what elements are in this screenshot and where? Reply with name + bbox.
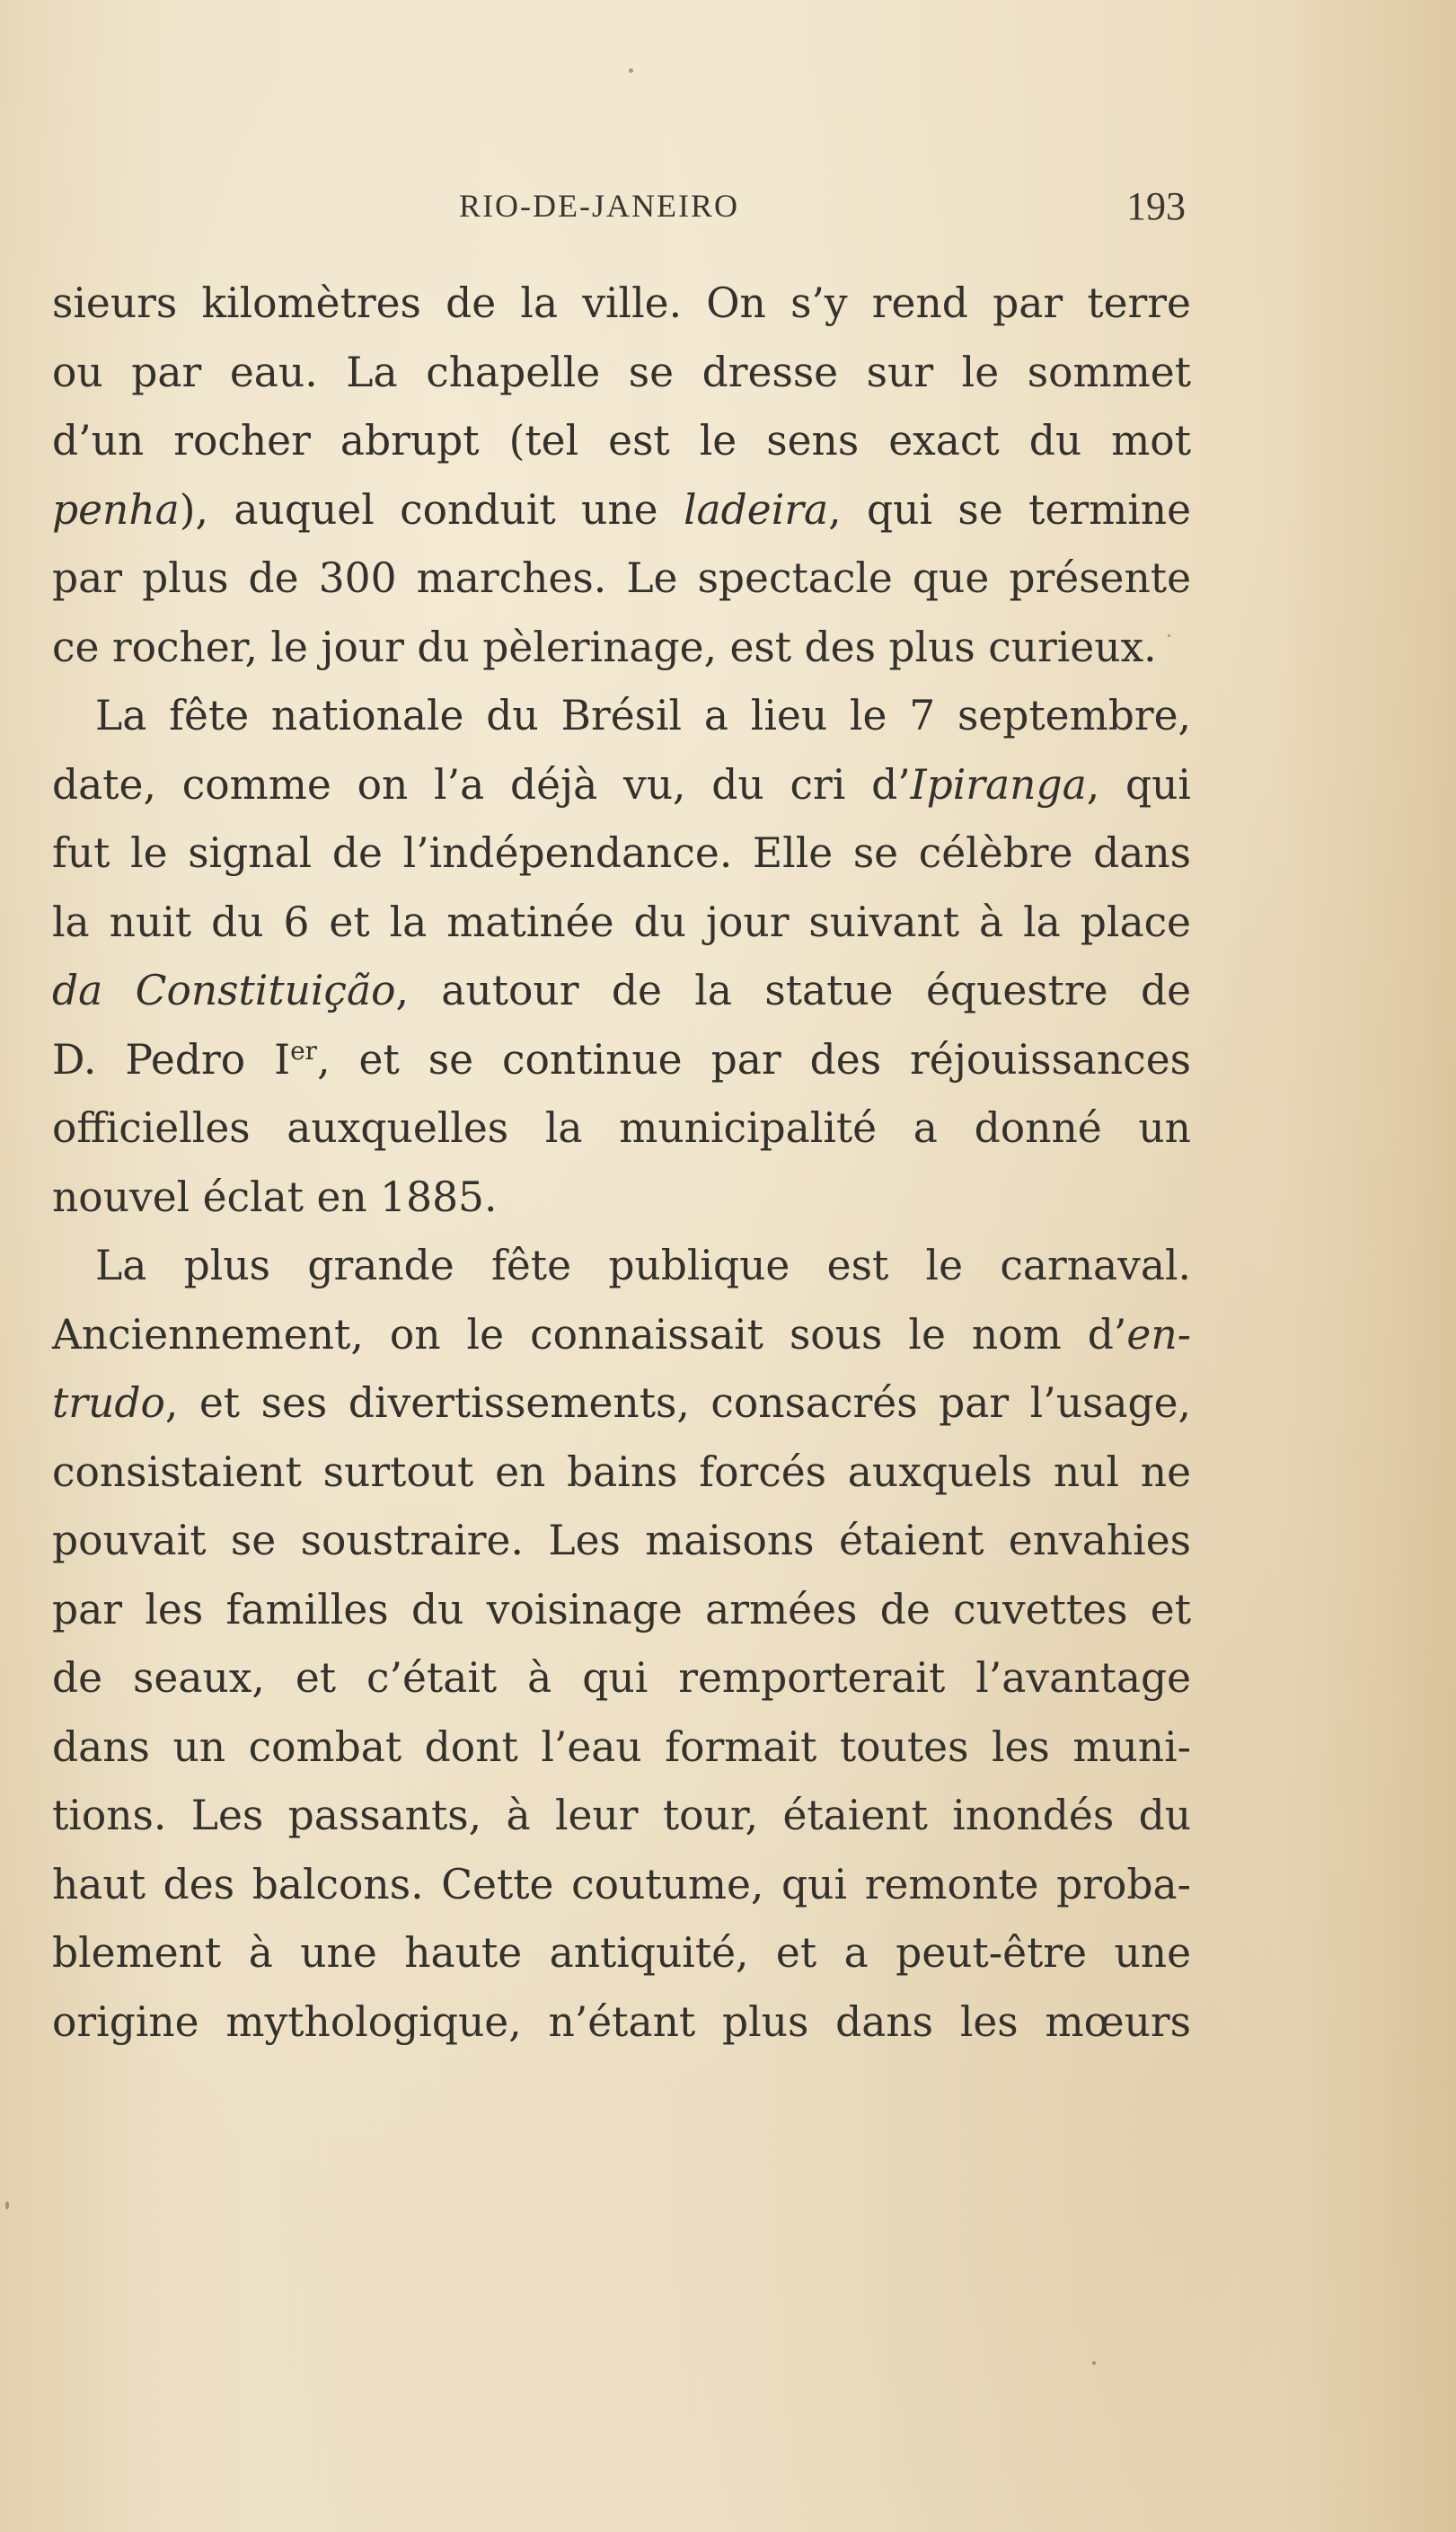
- text-line: Anciennement, on le connaissait sous le nom d’en-: [52, 1310, 1191, 1359]
- text-line: officielles auxquelles la municipalité a donné un: [52, 1104, 1191, 1152]
- italic-term: ladeira: [683, 485, 829, 534]
- paragraph-start-line: La fête nationale du Brésil a lieu le 7 septembre,: [95, 692, 1191, 739]
- text-line: date, comme on l’a déjà vu, du cri d’Ipiranga, qui: [52, 760, 1191, 809]
- text-line: la nuit du 6 et la matinée du jour suivant à la place: [52, 898, 1191, 946]
- text-line: haut des balcons. Cette coutume, qui remonte proba-: [52, 1860, 1191, 1908]
- paper-speck: [1168, 634, 1170, 637]
- page-header: [0, 184, 1456, 241]
- paragraph-start-line: La plus grande fête publique est le carnaval.: [95, 1242, 1191, 1289]
- body-text: [52, 270, 1191, 2057]
- text-line: penha), auquel conduit une ladeira, qui se termine: [52, 485, 1191, 534]
- text-line: de seaux, et c’était à qui remporterait l’avantage: [52, 1654, 1191, 1702]
- text-line: dans un combat dont l’eau formait toutes les muni-: [52, 1722, 1191, 1771]
- paper-speck: [5, 2201, 9, 2209]
- italic-term: en-: [1126, 1310, 1191, 1359]
- paper-speck: [1092, 2361, 1096, 2365]
- superscript: er: [290, 1035, 318, 1066]
- text-line: consistaient surtout en bains forcés auxquels nul ne: [52, 1447, 1191, 1496]
- text-line: fut le signal de l’indépendance. Elle se célèbre dans: [52, 829, 1191, 877]
- paragraph-end-line: ce rocher, le jour du pèlerinage, est des plus curieux.: [52, 623, 1157, 671]
- paper-speck: [629, 68, 633, 73]
- text-line: pouvait se soustraire. Les maisons étaient envahies: [52, 1517, 1191, 1564]
- italic-term: da Constituição: [52, 967, 396, 1014]
- page-number: 193: [1126, 184, 1186, 228]
- running-title: RIO-DE-JANEIRO: [459, 188, 739, 224]
- text-line: D. Pedro Ier, et se continue par des réjouissances: [52, 1035, 1191, 1084]
- text-line: par les familles du voisinage armées de cuvettes et: [52, 1585, 1191, 1633]
- italic-term: penha: [52, 485, 180, 534]
- text-line: tions. Les passants, à leur tour, étaient inondés du: [52, 1792, 1191, 1839]
- paragraph-end-line: nouvel éclat en 1885.: [52, 1173, 498, 1221]
- text-line: da Constituição, autour de la statue équestre de: [52, 967, 1191, 1014]
- text-line: ou par eau. La chapelle se dresse sur le sommet: [52, 348, 1191, 396]
- text-line: origine mythologique, n’étant plus dans les mœurs: [52, 1997, 1191, 2046]
- text-line: d’un rocher abrupt (tel est le sens exact du mot: [52, 417, 1191, 465]
- text-line: par plus de 300 marches. Le spectacle que présente: [52, 554, 1191, 602]
- italic-term: trudo: [52, 1379, 165, 1427]
- italic-term: Ipiranga: [910, 760, 1087, 809]
- text-line: trudo, et ses divertissements, consacrés par l’usage,: [52, 1379, 1191, 1427]
- text-line: blement à une haute antiquité, et a peut-être une: [52, 1929, 1191, 1977]
- text-line: sieurs kilomètres de la ville. On s’y rend par terre: [52, 279, 1191, 327]
